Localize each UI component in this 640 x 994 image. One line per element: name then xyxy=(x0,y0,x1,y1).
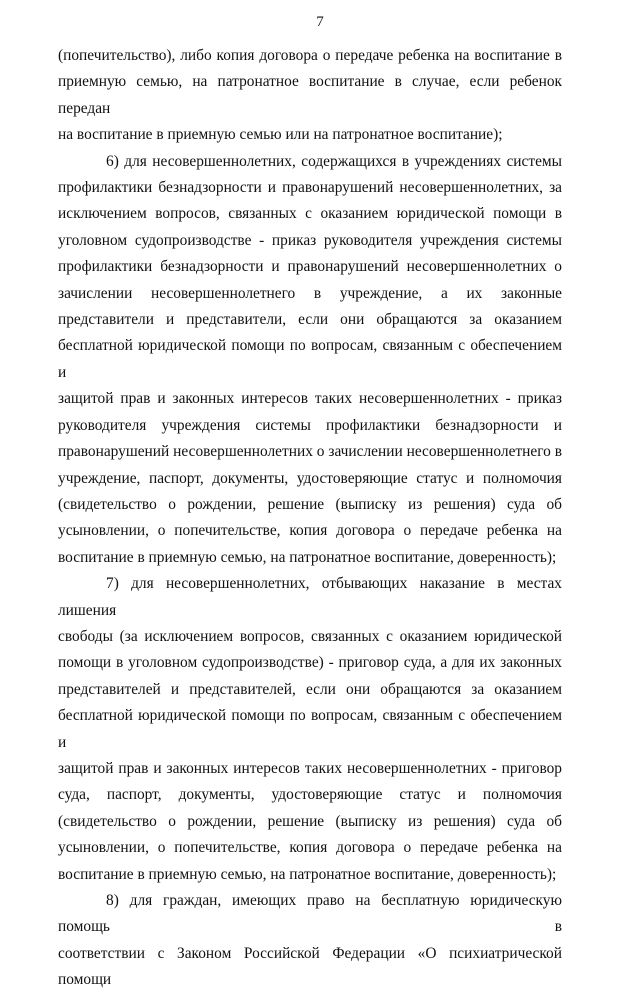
text-line: профилактики безнадзорности и правонарушений несовершеннолетних, за xyxy=(58,179,562,197)
text-line: бесплатной юридической помощи по вопросам, связанным с обеспечением и xyxy=(58,707,562,751)
text-line: на воспитание в приемную семью или на патронатное воспитание); xyxy=(58,126,503,144)
text-line: 7) для несовершеннолетних, отбывающих наказание в местах лишения xyxy=(58,575,562,619)
text-line: усыновлении, о попечительстве, копия договора о передаче ребенка на xyxy=(58,839,562,857)
text-line: усыновлении, о попечительстве, копия договора о передаче ребенка на xyxy=(58,522,562,540)
text-line: зачислении несовершеннолетнего в учреждение, а их законные xyxy=(58,284,562,302)
text-line: профилактики безнадзорности и правонарушений несовершеннолетних о xyxy=(58,258,562,276)
text-line: (свидетельство о рождении, решение (выписку из решения) суда об xyxy=(58,495,562,513)
text-line: 8) для граждан, имеющих право на бесплатную юридическую помощь в xyxy=(58,892,562,936)
text-line: правонарушений несовершеннолетних о зачислении несовершеннолетнего в xyxy=(58,443,562,461)
text-line: свободы (за исключением вопросов, связанных с оказанием юридической xyxy=(58,627,562,645)
page-number: 7 xyxy=(316,14,324,30)
document-body xyxy=(58,43,562,994)
text-line: представители и представители, если они обращаются за оказанием xyxy=(58,311,562,329)
text-line: приемную семью, на патронатное воспитание в случае, если ребенок передан xyxy=(58,73,562,117)
text-line: 6) для несовершеннолетних, содержащихся в учреждениях системы xyxy=(106,152,562,170)
text-line: бесплатной юридической помощи по вопросам, связанным с обеспечением и xyxy=(58,337,562,381)
paragraph-item-8 xyxy=(58,888,562,994)
text-line: воспитание в приемную семью, на патронатное воспитание, доверенность); xyxy=(58,865,557,883)
text-line: исключением вопросов, связанных с оказанием юридической помощи в xyxy=(58,205,562,223)
text-line: соответствии с Законом Российской Федерации «О психиатрической помощи xyxy=(58,944,562,989)
text-line: защитой прав и законных интересов таких несовершеннолетних - приказ xyxy=(58,390,562,408)
text-line: воспитание в приемную семью, на патронатное воспитание, доверенность); xyxy=(58,548,557,566)
text-line: (попечительство), либо копия договора о передаче ребенка на воспитание в xyxy=(58,47,562,64)
text-line: представителей и представителей, если они обращаются за оказанием xyxy=(58,680,562,698)
text-line: защитой прав и законных интересов таких несовершеннолетних - приговор xyxy=(58,759,562,777)
paragraph-item-6 xyxy=(58,149,562,572)
text-line: руководителя учреждения системы профилактики безнадзорности и xyxy=(58,416,562,434)
text-line: учреждение, паспорт, документы, удостоверяющие статус и полномочия xyxy=(58,469,562,487)
text-line: (свидетельство о рождении, решение (выписку из решения) суда об xyxy=(58,812,562,830)
paragraph-continuation xyxy=(58,43,562,149)
text-line: уголовном судопроизводстве - приказ руководителя учреждения системы xyxy=(58,231,562,249)
text-line: помощи в уголовном судопроизводстве) - приговор суда, а для их законных xyxy=(58,654,562,672)
paragraph-item-7 xyxy=(58,571,562,888)
text-line: суда, паспорт, документы, удостоверяющие статус и полномочия xyxy=(58,786,562,804)
